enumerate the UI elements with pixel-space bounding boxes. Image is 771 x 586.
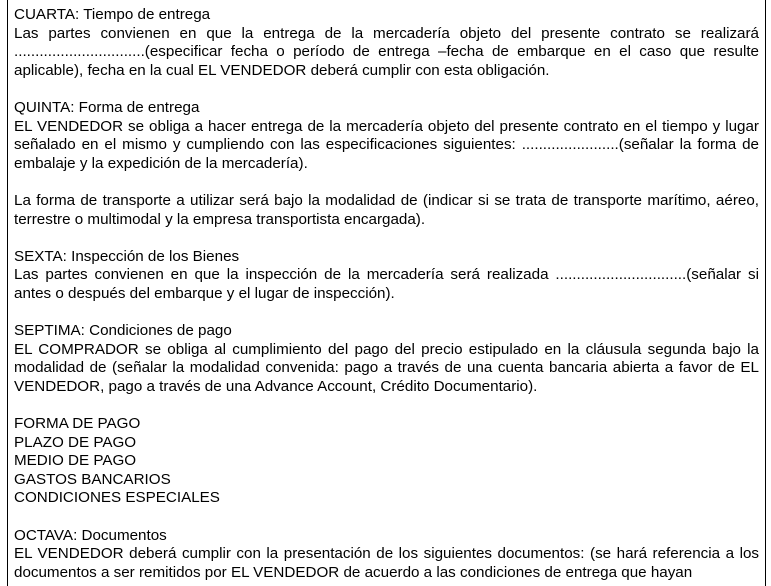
clause-heading: CUARTA: Tiempo de entrega	[14, 6, 211, 23]
clause-body: Las partes convienen en que la inspección de la mercadería será realizada ...............................(señalar si antes o después del embarque y el lugar de inspección).	[14, 266, 759, 302]
payment-term-gastos: GASTOS BANCARIOS	[14, 470, 171, 488]
payment-term-forma: FORMA DE PAGO	[14, 415, 141, 433]
payment-term-plazo: PLAZO DE PAGO	[14, 433, 137, 451]
clause-body-transport: La forma de transporte a utilizar será bajo la modalidad de (indicar si se trata de transporte marítimo, aéreo, terrestre o multimodal y la empresa transportista encargada).	[14, 191, 759, 228]
clause-octava	[14, 527, 759, 583]
clause-heading: SEXTA: Inspección de los Bienes	[14, 247, 240, 265]
payment-term-condiciones: CONDICIONES ESPECIALES	[14, 489, 220, 507]
clause-septima	[14, 322, 759, 396]
clause-body: Las partes convienen en que la entrega de la mercadería objeto del presente contrato se realizará ...............................(especificar fecha o período de entrega –fecha de embarque en el caso que resulte aplicable), fecha en la cual EL VENDEDOR deberá cumplir con esta obligación.	[14, 24, 759, 79]
clause-heading: SEPTIMA: Condiciones de pago	[14, 322, 232, 340]
contract-document	[7, 0, 766, 586]
payment-term-medio: MEDIO DE PAGO	[14, 452, 137, 470]
clause-cuarta	[14, 6, 759, 80]
clause-quinta	[14, 99, 759, 229]
clause-body: EL VENDEDOR se obliga a hacer entrega de la mercadería objeto del presente contrato en el tiempo y lugar señalado en el mismo y cumpliendo con las especificaciones siguientes: .......................(señalar la forma de embalaje y la expedición de la mercadería).	[14, 117, 759, 172]
clause-heading: OCTAVA: Documentos	[14, 526, 167, 544]
clause-heading: QUINTA: Forma de entrega	[14, 98, 200, 116]
clause-body: EL COMPRADOR se obliga al cumplimiento del pago del precio estipulado en la cláusula segunda bajo la modalidad de (señalar la modalidad convenida: pago a través de una cuenta bancaria abierta a favor de EL VENDEDOR, pago a través de una Advance Account, Crédito Documentario).	[14, 340, 759, 395]
clause-body: EL VENDEDOR deberá cumplir con la presentación de los siguientes documentos: (se hará referencia a los documentos a ser remitidos por EL VENDEDOR de acuerdo a las condiciones de entrega que hayan	[14, 545, 759, 581]
clause-sexta	[14, 248, 759, 304]
payment-terms-list	[14, 415, 759, 508]
